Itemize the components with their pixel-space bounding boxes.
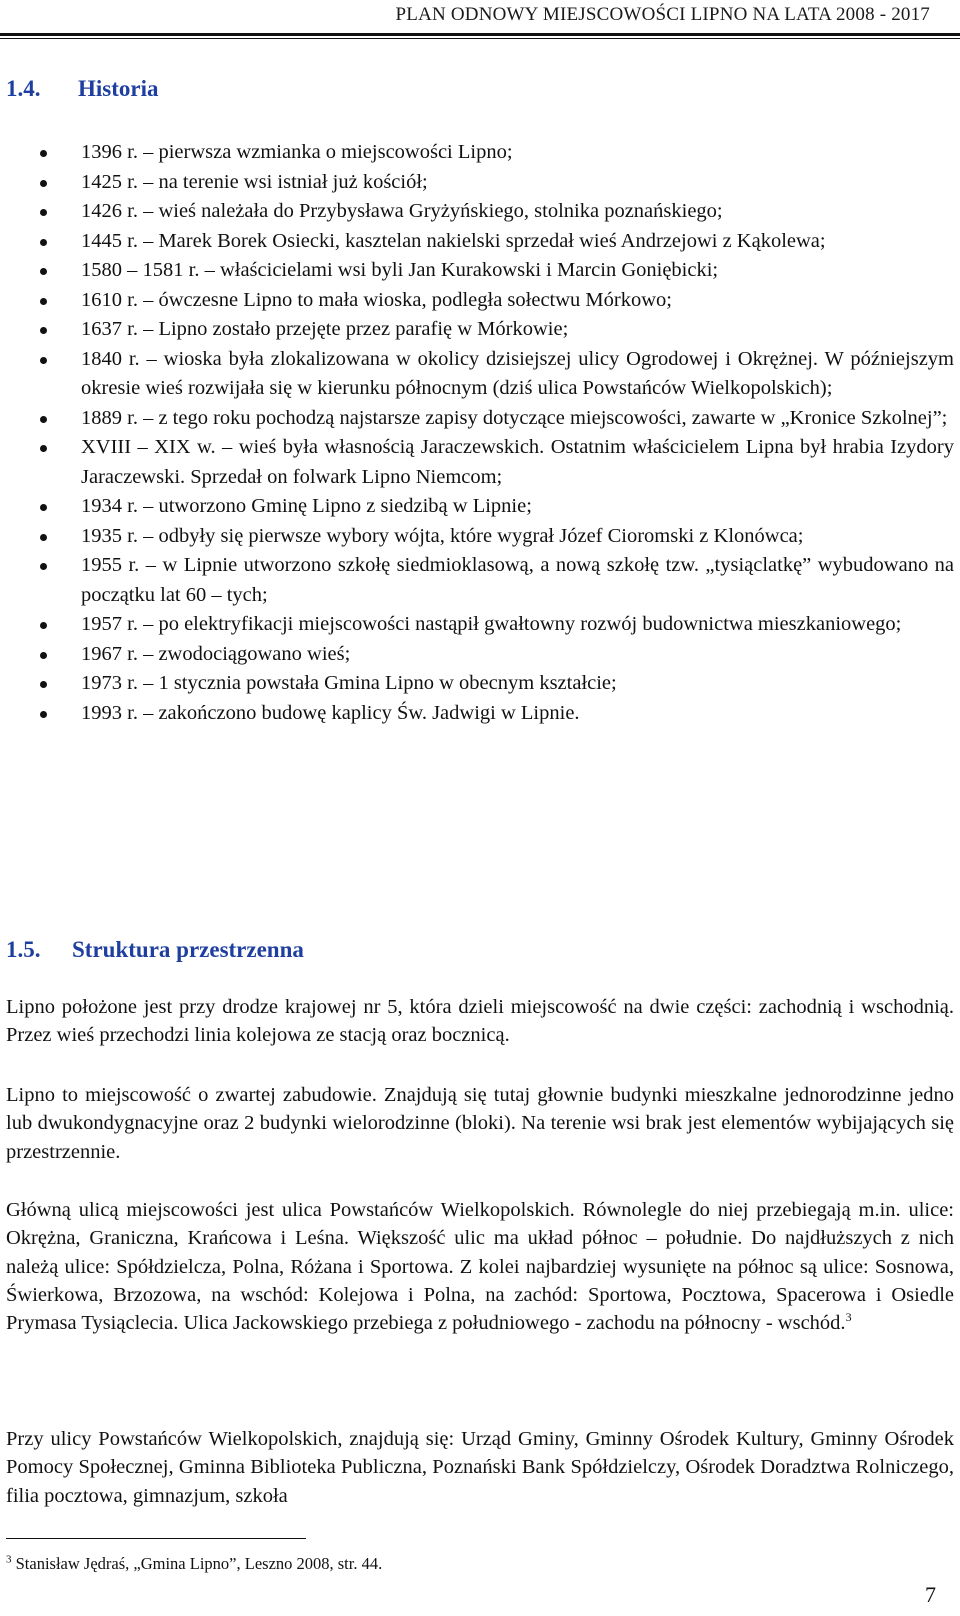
paragraph-buildings: Lipno to miejscowość o zwartej zabudowie. Znajdują się tutaj głownie budynki mieszkalne jednorodzinne jedno lub dwukondygnacyjne oraz 2 budynki wielorodzinne (bloki). Na terenie wsi brak jest elementów wybijających się przestrzennie. — [6, 1084, 954, 1163]
footnote — [6, 1554, 382, 1574]
list-item: 1889 r. – z tego roku pochodzą najstarsze zapisy dotyczące miejscowości, zawarte w „Kronice Szkolnej”; — [0, 404, 960, 434]
list-item: 1445 r. – Marek Borek Osiecki, kasztelan nakielski sprzedał wieś Andrzejowi z Kąkolewa; — [0, 227, 960, 257]
list-item: 1957 r. – po elektryfikacji miejscowości nastąpił gwałtowny rozwój budownictwa mieszkaniowego; — [0, 610, 960, 640]
section-number: 1.5. — [6, 937, 41, 962]
list-item: 1973 r. – 1 stycznia powstała Gmina Lipno w obecnym kształcie; — [0, 669, 960, 699]
paragraph-text: Główną ulicą miejscowości jest ulica Powstańców Wielkopolskich. Równolegle do niej przebiegają m.in. ulice: Okrężna, Graniczna, Krańcowa i Leśna. Większość ulic ma układ północ – południe. Do najdłuższych z nich należą ulice: Spółdzielcza, Polna, Różana i Sportowa. Z kolei najbardziej wysunięte na północ są ulice: Sosnowa, Świerkowa, Brzozowa, na wschód: Kolejowa i Polna, na zachód: Sportowa, Pocztowa, Spacerowa i Osiedle Prymasa Tysiąclecia. Ulica Jackowskiego przebiega z południowego - zachodu na północny - wschód. — [6, 1199, 954, 1335]
section-title: Historia — [78, 76, 159, 101]
list-item: 1935 r. – odbyły się pierwsze wybory wójta, które wygrał Józef Cioromski z Klonówca; — [0, 522, 960, 552]
list-item: 1396 r. – pierwsza wzmianka o miejscowości Lipno; — [0, 138, 960, 168]
page-number: 7 — [925, 1582, 936, 1607]
list-item: XVIII – XIX w. – wieś była własnością Jaraczewskich. Ostatnim właścicielem Lipna był hrabia Izydory Jaraczewski. Sprzedał on folwark Lipno Niemcom; — [0, 433, 960, 492]
section-heading-history — [6, 76, 159, 102]
footnote-reference[interactable]: 3 — [845, 1310, 852, 1325]
footnote-number: 3 — [6, 1553, 12, 1566]
section-title: Struktura przestrzenna — [72, 937, 304, 962]
document-header: PLAN ODNOWY MIEJSCOWOŚCI LIPNO NA LATA 2008 - 2017 — [395, 4, 930, 25]
header-rule — [0, 33, 960, 36]
list-item: 1934 r. – utworzono Gminę Lipno z siedzibą w Lipnie; — [0, 492, 960, 522]
history-list — [0, 138, 960, 728]
list-item: 1993 r. – zakończono budowę kaplicy Św. Jadwigi w Lipnie. — [0, 699, 960, 729]
section-number: 1.4. — [6, 76, 41, 101]
list-item: 1610 r. – ówczesne Lipno to mała wioska, podległa sołectwu Mórkowo; — [0, 286, 960, 316]
paragraph-location: Lipno położone jest przy drodze krajowej nr 5, która dzieli miejscowość na dwie części: zachodnią i wschodnią. Przez wieś przechodzi linia kolejowa ze stacją oraz bocznicą. — [6, 996, 954, 1047]
header-rule-thin — [0, 38, 960, 39]
paragraph-institutions: Przy ulicy Powstańców Wielkopolskich, znajdują się: Urząd Gminy, Gminny Ośrodek Kultury, Gminny Ośrodek Pomocy Społecznej, Gminna Biblioteka Publiczna, Poznański Bank Spółdzielczy, Ośrodek Doradztwa Rolniczego, filia pocztowa, gimnazjum, szkoła — [6, 1428, 954, 1507]
list-item: 1426 r. – wieś należała do Przybysława Gryżyńskiego, stolnika poznańskiego; — [0, 197, 960, 227]
paragraph-streets — [6, 1196, 954, 1337]
list-item: 1955 r. – w Lipnie utworzono szkołę siedmioklasową, a nową szkołę tzw. „tysiąclatkę” wybudowano na początku lat 60 – tych; — [0, 551, 960, 610]
footnote-text: Stanisław Jędraś, „Gmina Lipno”, Leszno 2008, str. 44. — [15, 1554, 383, 1573]
list-item: 1967 r. – zwodociągowano wieś; — [0, 640, 960, 670]
list-item: 1425 r. – na terenie wsi istniał już kościół; — [0, 168, 960, 198]
list-item: 1637 r. – Lipno zostało przejęte przez parafię w Mórkowie; — [0, 315, 960, 345]
list-item: 1840 r. – wioska była zlokalizowana w okolicy dzisiejszej ulicy Ogrodowej i Okrężnej. W późniejszym okresie wieś rozwijała się w kierunku północnym (dziś ulica Powstańców Wielkopolskich); — [0, 345, 960, 404]
list-item: 1580 – 1581 r. – właścicielami wsi byli Jan Kurakowski i Marcin Goniębicki; — [0, 256, 960, 286]
section-heading-structure — [6, 937, 304, 963]
footnote-rule — [6, 1538, 306, 1539]
